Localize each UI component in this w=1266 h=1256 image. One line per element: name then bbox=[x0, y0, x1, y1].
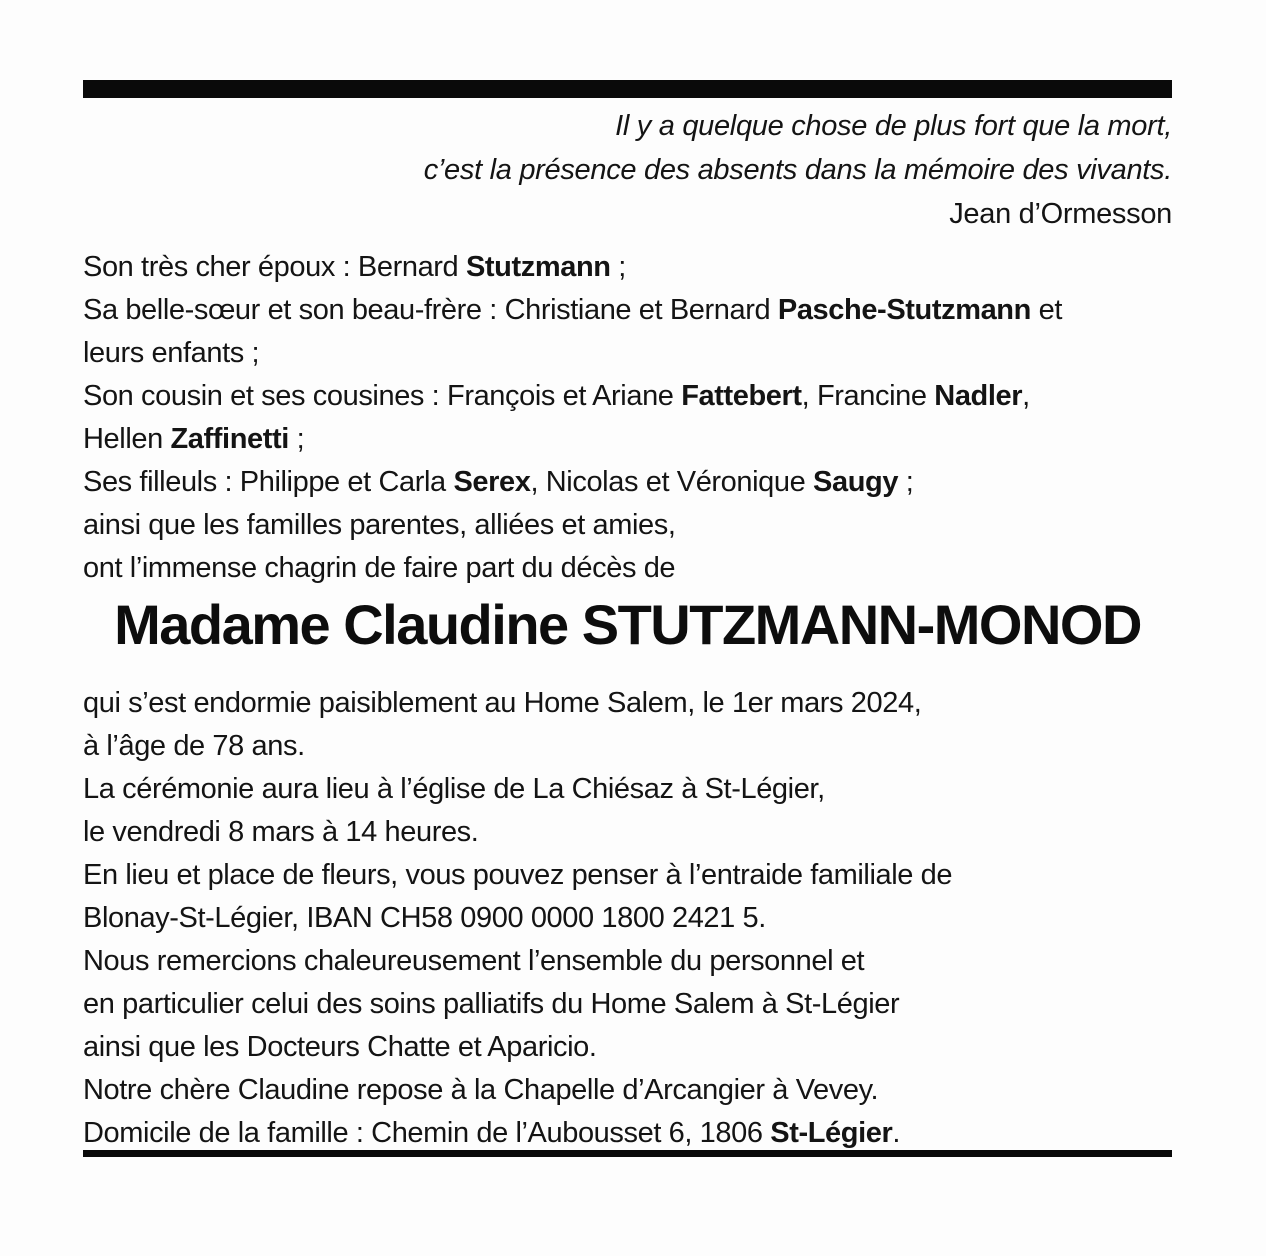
notice-line: Sa belle-sœur et son beau-frère : Christiane et Bernard Pasche-Stutzmann et bbox=[83, 294, 1062, 326]
quote-line: Il y a quelque chose de plus fort que la mort, bbox=[615, 110, 1172, 142]
notice-line: le vendredi 8 mars à 14 heures. bbox=[83, 816, 479, 848]
deceased-name: Madame Claudine STUTZMANN-MONOD bbox=[114, 593, 1141, 656]
quote-attribution: Jean d’Ormesson bbox=[949, 198, 1172, 230]
memorial-quote bbox=[83, 104, 1172, 236]
notice-line: Ses filleuls : Philippe et Carla Serex, Nicolas et Véronique Saugy ; bbox=[83, 466, 914, 498]
notice-line: qui s’est endormie paisiblement au Home Salem, le 1er mars 2024, bbox=[83, 687, 922, 719]
notice-line: Nous remercions chaleureusement l’ensemble du personnel et bbox=[83, 945, 865, 977]
family-announcement bbox=[83, 246, 1183, 590]
quote-line: c’est la présence des absents dans la mémoire des vivants. bbox=[423, 154, 1172, 186]
notice-line: à l’âge de 78 ans. bbox=[83, 730, 305, 762]
top-rule bbox=[83, 80, 1172, 98]
notice-line: Blonay-St-Légier, IBAN CH58 0900 0000 1800 2421 5. bbox=[83, 902, 766, 934]
notice-line: leurs enfants ; bbox=[83, 337, 260, 369]
notice-line: Domicile de la famille : Chemin de l’Aubousset 6, 1806 St-Légier. bbox=[83, 1117, 901, 1149]
bottom-rule bbox=[83, 1150, 1172, 1157]
notice-line: En lieu et place de fleurs, vous pouvez penser à l’entraide familiale de bbox=[83, 859, 953, 891]
notice-line: Notre chère Claudine repose à la Chapelle d’Arcangier à Vevey. bbox=[83, 1074, 879, 1106]
notice-line: La cérémonie aura lieu à l’église de La Chiésaz à St-Légier, bbox=[83, 773, 825, 805]
funeral-details bbox=[83, 682, 1183, 1155]
notice-line: Hellen Zaffinetti ; bbox=[83, 423, 305, 455]
notice-line: Son cousin et ses cousines : François et Ariane Fattebert, Francine Nadler, bbox=[83, 380, 1030, 412]
notice-line: Son très cher époux : Bernard Stutzmann ; bbox=[83, 251, 626, 283]
notice-line: ainsi que les familles parentes, alliées et amies, bbox=[83, 509, 676, 541]
notice-line: ont l’immense chagrin de faire part du décès de bbox=[83, 552, 676, 584]
notice-line: en particulier celui des soins palliatifs du Home Salem à St-Légier bbox=[83, 988, 900, 1020]
notice-line: ainsi que les Docteurs Chatte et Aparicio. bbox=[83, 1031, 597, 1063]
